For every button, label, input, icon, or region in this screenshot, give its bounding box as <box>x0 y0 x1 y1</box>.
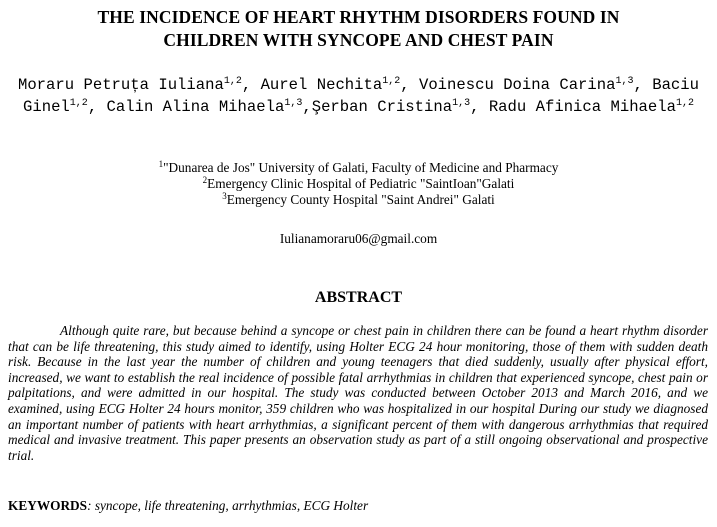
paper-title <box>0 6 717 52</box>
author-affiliation-mark: 1,3 <box>452 98 471 109</box>
title-line-2: CHILDREN WITH SYNCOPE AND CHEST PAIN <box>163 30 554 50</box>
affiliation-item <box>0 176 717 192</box>
author-name: Voinescu Doina Carina <box>418 76 616 94</box>
contact-email: Iulianamoraru06@gmail.com <box>279 231 438 246</box>
author-separator: , <box>241 76 261 94</box>
author-separator: , <box>302 98 312 116</box>
affiliation-item <box>0 160 717 176</box>
title-line-1: THE INCIDENCE OF HEART RHYTHM DISORDERS FOUND IN <box>97 7 620 27</box>
author-name: Radu Afinica Mihaela <box>488 98 676 116</box>
affiliation-text: "Dunarea de Jos" University of Galati, Faculty of Medicine and Pharmacy <box>163 160 559 175</box>
author-list <box>0 74 717 118</box>
author-separator: , <box>400 76 419 94</box>
affiliation-list <box>0 160 717 208</box>
author-affiliation-mark: 1,2 <box>675 98 694 109</box>
keywords-colon: : <box>87 498 92 513</box>
keywords-label: KEYWORDS <box>8 498 88 513</box>
author-separator: , <box>470 98 489 116</box>
keywords-line <box>8 498 708 514</box>
author-affiliation-mark: 1,2 <box>382 76 401 87</box>
author-name: Aurel Nechita <box>260 76 383 94</box>
author-name: Calin Alina Mihaela <box>106 98 285 116</box>
affiliation-item <box>0 192 717 208</box>
keywords-list: syncope, life threatening, arrhythmias, ECG Holter <box>91 498 369 513</box>
author-name: Baciu Ginel <box>23 76 700 116</box>
author-name: Moraru Petruța Iuliana <box>17 76 224 94</box>
author-name: Şerban Cristina <box>311 98 453 116</box>
author-affiliation-mark: 1,2 <box>223 76 242 87</box>
affiliation-mark: 1 <box>158 159 164 169</box>
affiliation-text: Emergency Clinic Hospital of Pediatric "SaintIoan"Galati <box>207 176 515 191</box>
author-affiliation-mark: 1,3 <box>615 76 634 87</box>
affiliation-text: Emergency County Hospital "Saint Andrei" Galati <box>226 192 495 207</box>
author-affiliation-mark: 1,3 <box>284 98 303 109</box>
author-affiliation-mark: 1,2 <box>69 98 88 109</box>
abstract-body: Although quite rare, but because behind a syncope or chest pain in children there can be found a heart rhythm disorder that can be life threatening, this study aimed to identify, using Holter ECG 24 hour monitoring, those of them with sudden death risk. Because in the last year the number of children and young teenagers that died suddenly, usually after physical effort, increased, we want to establish the real incidence of possible fatal arrhythmias in children that experienced syncope, chest pain or palpitations, and were admitted in our hospital. The study was conducted between October 2013 and March 2016, and we examined, using ECG Holter 24 hours monitor, 359 children who was hospitalized in our hospital During our study we diagnosed an important number of patients with heart arrhythmias, a significant percent of them with dangerous arrhythmias that required medical and invasive treatment. This paper presents an observation study as part of a still ongoing observational and prospective trial. <box>8 323 708 463</box>
affiliation-mark: 3 <box>222 191 227 201</box>
abstract-heading: ABSTRACT <box>314 289 403 306</box>
author-separator: , <box>87 98 107 116</box>
affiliation-mark: 2 <box>202 175 208 185</box>
author-separator: , <box>633 76 653 94</box>
